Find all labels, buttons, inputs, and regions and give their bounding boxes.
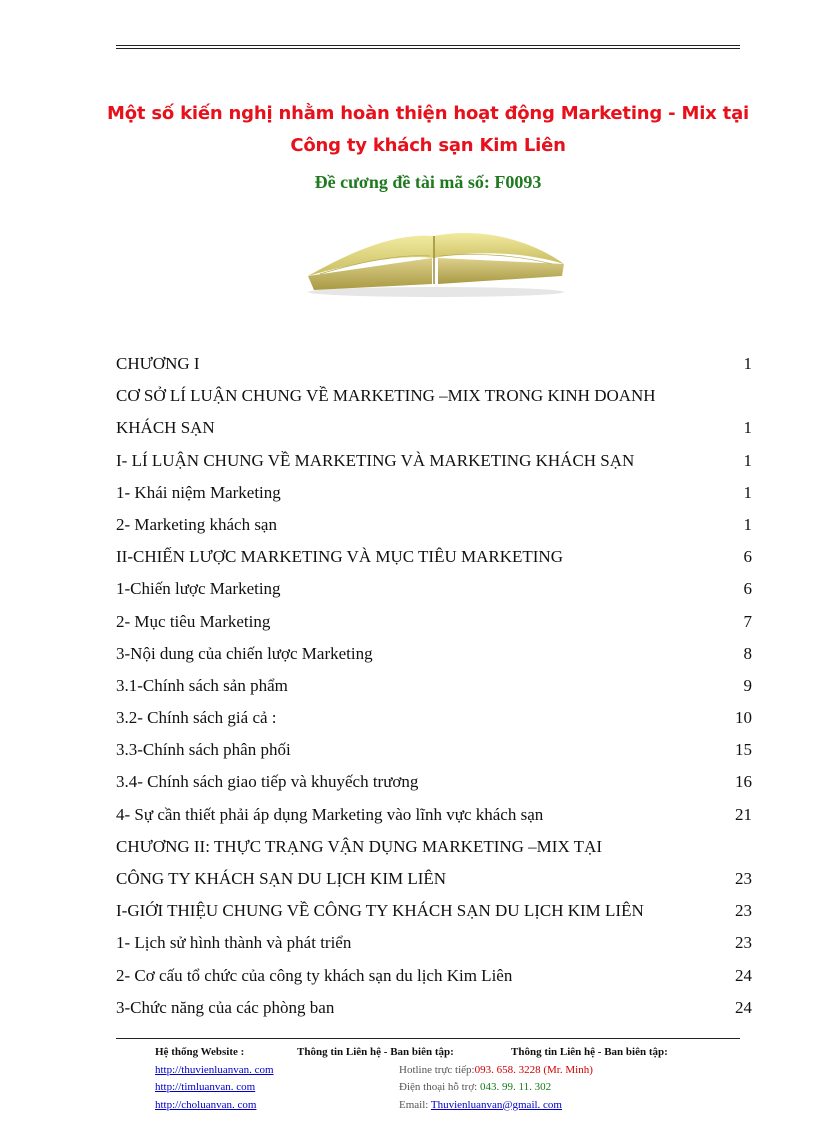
website-link-1[interactable]: http://thuvienluanvan. com (155, 1063, 274, 1076)
toc-entry-page: 21 (735, 804, 752, 824)
hotline-label: Hotline trực tiếp: (399, 1063, 475, 1076)
support-phone-label: Điện thoại hỗ trợ: (399, 1081, 478, 1093)
hotline-value: 093. 658. 3228 (Mr. Minh) (474, 1063, 593, 1076)
footer-heading-contact: Thông tin Liên hệ - Ban biên tập: (297, 1046, 454, 1058)
toc-entry-page: 1 (743, 418, 752, 438)
toc-entry (116, 670, 752, 702)
title-line-2: Công ty khách sạn Kim Liên (290, 135, 566, 156)
toc-entry-text: 2- Marketing khách sạn (116, 514, 277, 534)
toc-entry (116, 734, 752, 766)
toc-entry-text: 3-Chức năng của các phòng ban (116, 997, 335, 1017)
toc-entry-text: 1- Lịch sử hình thành và phát triển (116, 933, 352, 953)
toc-entry-page: 23 (735, 901, 752, 921)
toc-entry-text: 2- Cơ cấu tổ chức của công ty khách sạn du lịch Kim Liên (116, 965, 513, 985)
toc-entry (116, 702, 752, 734)
toc-entry-page: 9 (743, 675, 752, 695)
toc-entry-text: CHƯƠNG I (116, 354, 200, 373)
toc-entry-page: 7 (743, 611, 752, 631)
toc-entry (116, 412, 752, 444)
toc-entry (116, 380, 752, 412)
toc-entry (116, 863, 752, 895)
toc-entry-text: 3.2- Chính sách giá cả : (116, 708, 277, 728)
toc-entry-text: 3.4- Chính sách giao tiếp và khuyếch trương (116, 772, 419, 792)
toc-entry (116, 895, 752, 927)
website-link-3[interactable]: http://choluanvan. com (155, 1098, 257, 1111)
toc-entry (116, 445, 752, 477)
toc-entry (116, 799, 752, 831)
email-link[interactable]: Thuvienluanvan@gmail. com (430, 1098, 562, 1111)
toc-entry-text: CHƯƠNG II: THỰC TRẠNG VẬN DỤNG MARKETING –MIX TẠI (116, 836, 603, 856)
toc-entry-text: 3.3-Chính sách phân phối (116, 740, 291, 760)
toc-entry (116, 509, 752, 541)
toc-entry-page: 15 (735, 740, 752, 760)
toc-entry-page: 8 (743, 643, 752, 663)
toc-entry-text: I-GIỚI THIỆU CHUNG VỀ CÔNG TY KHÁCH SẠN DU LỊCH KIM LIÊN (116, 901, 644, 921)
table-of-contents (116, 348, 752, 1024)
toc-entry-page: 23 (735, 869, 752, 888)
footer-rule (116, 1038, 740, 1039)
email-label: Email: (399, 1098, 429, 1111)
toc-entry (116, 348, 752, 380)
toc-entry-text: 4- Sự cần thiết phải áp dụng Marketing vào lĩnh vực khách sạn (116, 804, 544, 824)
toc-entry-page: 24 (735, 997, 752, 1017)
support-phone-value: 043. 99. 11. 302 (479, 1081, 552, 1093)
open-book-image (300, 218, 572, 298)
toc-entry (116, 831, 752, 863)
toc-entry-text: 1-Chiến lược Marketing (116, 579, 281, 599)
toc-entry-page: 1 (743, 354, 752, 373)
toc-entry-page: 16 (735, 772, 752, 792)
toc-entry-page: 6 (743, 547, 752, 567)
toc-entry-text: II-CHIẾN LƯỢC MARKETING VÀ MỤC TIÊU MARKETING (116, 547, 563, 567)
toc-entry (116, 992, 752, 1024)
toc-entry-text: 1- Khái niệm Marketing (116, 482, 281, 502)
toc-entry-text: CƠ SỞ LÍ LUẬN CHUNG VỀ MARKETING –MIX TRONG KINH DOANH (116, 386, 656, 406)
toc-entry (116, 766, 752, 798)
toc-entry (116, 573, 752, 605)
toc-entry-text: 3.1-Chính sách sản phẩm (116, 675, 288, 695)
toc-entry-page: 1 (743, 450, 752, 470)
toc-entry-text: CÔNG TY KHÁCH SẠN DU LỊCH KIM LIÊN (116, 869, 447, 888)
toc-entry-page: 6 (743, 579, 752, 599)
toc-entry-page: 24 (735, 965, 752, 985)
document-title (100, 98, 756, 162)
footer-heading-contact-2: Thông tin Liên hệ - Ban biên tập: (511, 1046, 668, 1058)
document-subtitle: Đề cương đề tài mã số: F0093 (314, 172, 542, 192)
toc-entry-text: KHÁCH SẠN (116, 418, 215, 438)
toc-entry-page: 1 (743, 482, 752, 502)
toc-entry (116, 638, 752, 670)
toc-entry (116, 477, 752, 509)
website-link-2[interactable]: http://timluanvan. com (155, 1081, 256, 1093)
footer-heading-websites: Hệ thống Website : (155, 1046, 245, 1058)
header-rule (116, 45, 740, 49)
toc-entry (116, 960, 752, 992)
footer (155, 1044, 715, 1114)
toc-entry-text: I- LÍ LUẬN CHUNG VỀ MARKETING VÀ MARKETING KHÁCH SẠN (116, 450, 635, 470)
toc-entry (116, 927, 752, 959)
toc-entry (116, 606, 752, 638)
toc-entry-text: 2- Mục tiêu Marketing (116, 611, 271, 631)
toc-entry-page: 10 (735, 708, 752, 728)
toc-entry-text: 3-Nội dung của chiến lược Marketing (116, 643, 373, 663)
toc-entry-page: 1 (743, 514, 752, 534)
toc-entry-page: 23 (735, 933, 752, 953)
toc-entry (116, 541, 752, 573)
title-line-1: Một số kiến nghị nhằm hoàn thiện hoạt động Marketing - Mix tại (107, 103, 749, 124)
